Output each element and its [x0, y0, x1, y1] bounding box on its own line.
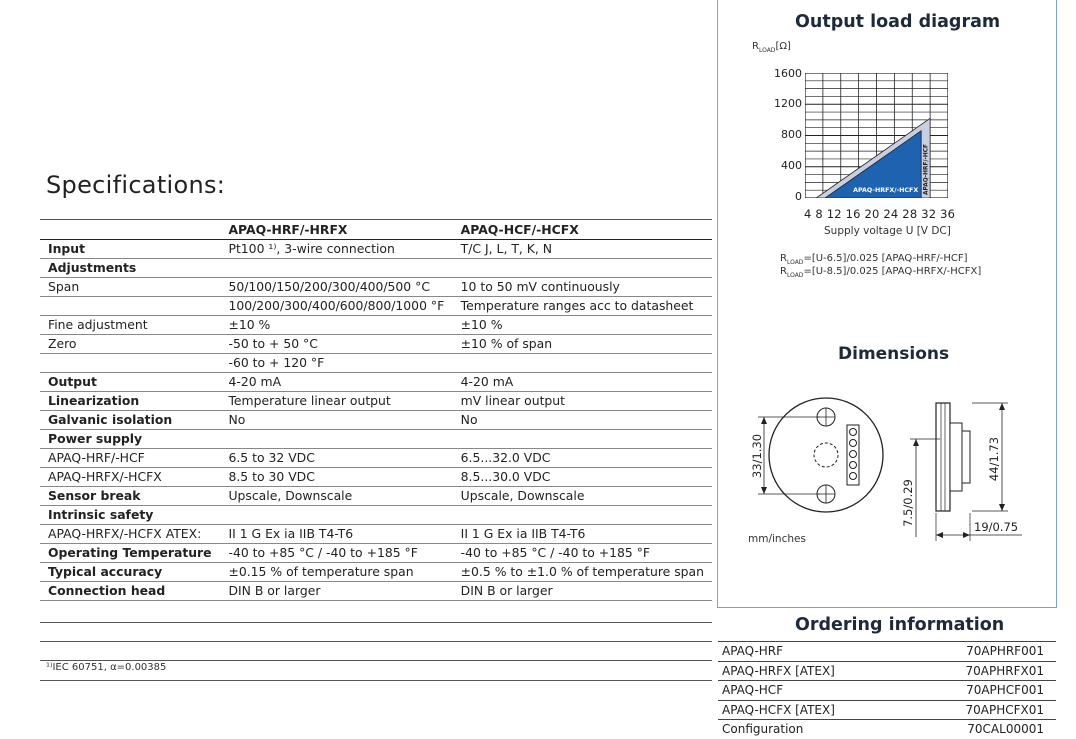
spec-body	[40, 240, 712, 601]
spec-value-hcf: ±10 %	[453, 316, 712, 335]
spec-value-hrf: ±10 %	[220, 316, 452, 335]
formula-hrfx	[780, 266, 981, 279]
product-name: APAQ-HRF	[718, 642, 908, 662]
top-divider	[40, 219, 712, 220]
formula-text: =[U-6.5]/0.025 [APAQ-HRF/-HCF]	[803, 253, 968, 264]
product-code: 70APHRF001	[908, 642, 1056, 662]
spec-row	[40, 544, 712, 563]
spec-value-hcf: 8.5...30.0 VDC	[453, 468, 712, 487]
product-code: 70CAL00001	[908, 720, 1056, 739]
spec-value-hcf	[453, 430, 712, 449]
x-tick-labels: 4 8 12 16 20 24 28 32 36	[804, 207, 956, 221]
spec-row	[40, 582, 712, 601]
dim-width-label: 19/0.75	[974, 520, 1019, 534]
y-label-sub: LOAD	[758, 47, 776, 54]
spec-row	[40, 468, 712, 487]
spec-row	[40, 525, 712, 544]
spec-value-hcf: ±0.5 % to ±1.0 % of temperature span	[453, 563, 712, 582]
spec-value-hrf: No	[220, 411, 452, 430]
spec-label: Zero	[40, 335, 220, 354]
spec-value-hrf: 100/200/300/400/600/800/1000 °F	[220, 297, 452, 316]
ordering-row	[718, 642, 1056, 662]
product-code: 70APHCFX01	[908, 700, 1056, 720]
y-tick-label: 0	[795, 190, 802, 203]
divider	[40, 622, 712, 623]
divider	[40, 680, 712, 681]
spec-row	[40, 354, 712, 373]
spec-value-hcf: Upscale, Downscale	[453, 487, 712, 506]
spec-value-hcf	[453, 354, 712, 373]
product-name: APAQ-HRFX [ATEX]	[718, 661, 908, 681]
ordering-row	[718, 720, 1056, 739]
dim-left-label: 33/1.30	[750, 433, 764, 479]
divider	[40, 641, 712, 642]
ordering-body	[718, 642, 1056, 739]
ordering-row	[718, 661, 1056, 681]
y-tick-label: 1200	[774, 97, 802, 110]
spec-value-hrf	[220, 430, 452, 449]
formula-hrf	[780, 253, 968, 266]
spec-value-hcf: ±10 % of span	[453, 335, 712, 354]
spec-value-hrf: -40 to +85 °C / -40 to +185 °F	[220, 544, 452, 563]
spec-value-hrf: 6.5 to 32 VDC	[220, 449, 452, 468]
y-axis-label	[752, 41, 791, 54]
formula-sub: LOAD	[786, 259, 804, 266]
spec-value-hcf: No	[453, 411, 712, 430]
spec-row	[40, 316, 712, 335]
spec-label: APAQ-HRF/-HCF	[40, 449, 220, 468]
spec-value-hrf: DIN B or larger	[220, 582, 452, 601]
spec-header-hrf: APAQ-HRF/-HRFX	[220, 221, 452, 240]
spec-label: Input	[40, 240, 220, 259]
spec-label	[40, 297, 220, 316]
spec-value-hcf: 10 to 50 mV continuously	[453, 278, 712, 297]
spec-label: Galvanic isolation	[40, 411, 220, 430]
spec-value-hcf: Temperature ranges acc to datasheet	[453, 297, 712, 316]
y-label-unit: [Ω]	[775, 41, 791, 52]
spec-label: Fine adjustment	[40, 316, 220, 335]
spec-value-hcf	[453, 259, 712, 278]
spec-value-hrf: 50/100/150/200/300/400/500 °C	[220, 278, 452, 297]
spec-row	[40, 240, 712, 259]
spec-label: Connection head	[40, 582, 220, 601]
spec-label: APAQ-HRFX/-HCFX	[40, 468, 220, 487]
divider	[40, 660, 712, 661]
spec-value-hrf: 4-20 mA	[220, 373, 452, 392]
spec-label: Operating Temperature	[40, 544, 220, 563]
product-name: APAQ-HCFX [ATEX]	[718, 700, 908, 720]
spec-value-hcf: mV linear output	[453, 392, 712, 411]
spec-header-label	[40, 221, 220, 240]
spec-row	[40, 297, 712, 316]
product-name: APAQ-HCF	[718, 681, 908, 701]
spec-row	[40, 411, 712, 430]
spec-value-hrf	[220, 259, 452, 278]
spec-value-hcf: -40 to +85 °C / -40 to +185 °F	[453, 544, 712, 563]
y-tick-label: 1600	[774, 67, 802, 80]
spec-row	[40, 563, 712, 582]
spec-row	[40, 259, 712, 278]
spec-value-hcf: DIN B or larger	[453, 582, 712, 601]
spec-value-hrf: 8.5 to 30 VDC	[220, 468, 452, 487]
spec-value-hrf: II 1 G Ex ia IIB T4-T6	[220, 525, 452, 544]
spec-label: Output	[40, 373, 220, 392]
center-hole	[814, 443, 838, 467]
spec-value-hcf: 4-20 mA	[453, 373, 712, 392]
formula-main: R	[780, 266, 787, 277]
product-code: 70APHRFX01	[908, 661, 1056, 681]
formula-main: R	[780, 253, 787, 264]
y-tick-label: 800	[781, 128, 802, 141]
series-label-hrfx: APAQ-HRFX/-HCFX	[853, 187, 919, 194]
spec-label: Intrinsic safety	[40, 506, 220, 525]
spec-label: APAQ-HRFX/-HCFX ATEX:	[40, 525, 220, 544]
formula-text: =[U-8.5]/0.025 [APAQ-HRFX/-HCFX]	[803, 266, 982, 277]
ordering-row	[718, 700, 1056, 720]
spec-label	[40, 354, 220, 373]
spec-value-hcf: 6.5...32.0 VDC	[453, 449, 712, 468]
spec-header-hcf: APAQ-HCF/-HCFX	[453, 221, 712, 240]
product-name: Configuration	[718, 720, 908, 739]
spec-row	[40, 487, 712, 506]
dim-right-label: 44/1.73	[987, 436, 1001, 482]
spec-value-hcf: T/C J, L, T, K, N	[453, 240, 712, 259]
spec-value-hrf: Pt100 ¹⁾, 3-wire connection	[220, 240, 452, 259]
ordering-table	[718, 641, 1056, 739]
ordering-row	[718, 681, 1056, 701]
side-terminal	[950, 423, 962, 491]
spec-label: Typical accuracy	[40, 563, 220, 582]
spec-value-hrf: ±0.15 % of temperature span	[220, 563, 452, 582]
spec-value-hrf: -50 to + 50 °C	[220, 335, 452, 354]
spec-label: Span	[40, 278, 220, 297]
y-tick-label: 400	[781, 159, 802, 172]
ordering-title: Ordering information	[795, 615, 1005, 635]
spec-row	[40, 449, 712, 468]
side-body	[936, 403, 950, 511]
spec-label: Linearization	[40, 392, 220, 411]
spec-row	[40, 430, 712, 449]
spec-label: Adjustments	[40, 259, 220, 278]
series-label-hrf: APAQ-HRF/-HCF	[923, 144, 930, 195]
load-diagram-title: Output load diagram	[795, 12, 1001, 32]
product-code: 70APHCF001	[908, 681, 1056, 701]
footnote: ¹⁾IEC 60751, α=0.00385	[46, 662, 167, 673]
spec-label: Sensor break	[40, 487, 220, 506]
y-label-main: R	[752, 41, 759, 52]
dimensions-drawing	[740, 385, 1050, 545]
formula-sub: LOAD	[786, 272, 804, 279]
spec-value-hrf	[220, 506, 452, 525]
spec-row	[40, 506, 712, 525]
specifications-heading: Specifications:	[46, 171, 226, 199]
specifications-table	[40, 221, 712, 601]
spec-label: Power supply	[40, 430, 220, 449]
spec-value-hcf: II 1 G Ex ia IIB T4-T6	[453, 525, 712, 544]
spec-value-hrf: Upscale, Downscale	[220, 487, 452, 506]
spec-value-hrf: Temperature linear output	[220, 392, 452, 411]
units-note: mm/inches	[748, 533, 806, 545]
spec-value-hrf: -60 to + 120 °F	[220, 354, 452, 373]
spec-row	[40, 373, 712, 392]
spec-row	[40, 392, 712, 411]
load-chart	[805, 73, 948, 198]
dimensions-title: Dimensions	[838, 344, 950, 364]
spec-value-hcf	[453, 506, 712, 525]
spec-row	[40, 335, 712, 354]
spec-row	[40, 278, 712, 297]
dim-small-label: 7.5/0.29	[901, 479, 915, 527]
spec-header-row	[40, 221, 712, 240]
x-axis-label: Supply voltage U [V DC]	[824, 225, 951, 237]
